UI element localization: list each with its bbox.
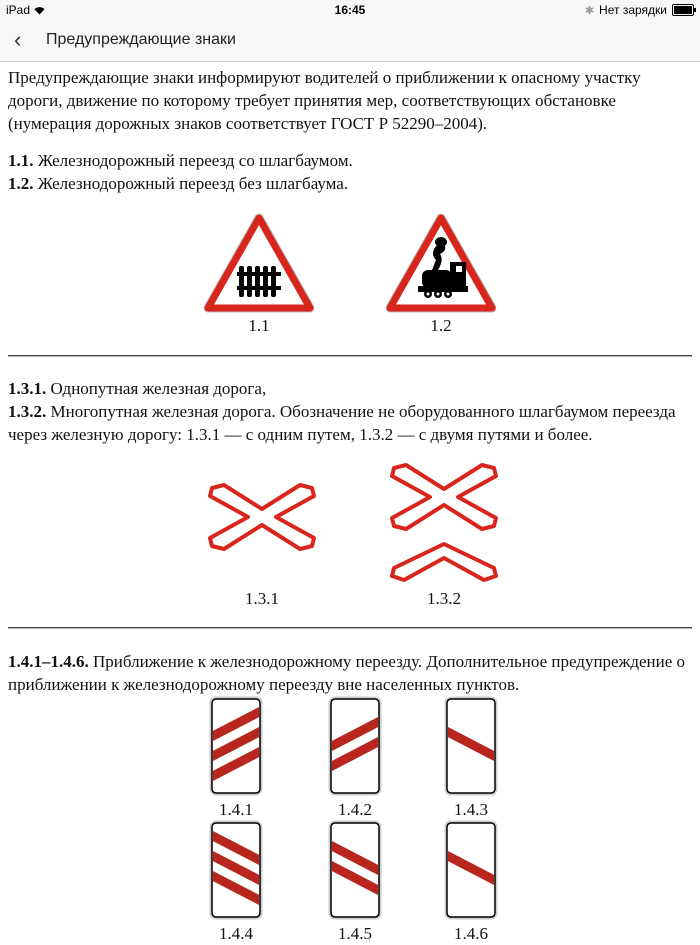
item-number: 1.4.1–1.4.6.	[8, 652, 89, 671]
battery-status: Нет зарядки	[599, 3, 667, 17]
sign-1-4-3-one-stripe-icon	[444, 696, 498, 796]
section-divider	[8, 627, 692, 629]
item-text: Железнодорожный переезд со шлагбаумом.	[33, 151, 353, 170]
caption-1-4-2: 1.4.2	[338, 800, 372, 819]
caption-1-4-1: 1.4.1	[219, 800, 253, 819]
section-3-text	[8, 650, 692, 696]
device-label: iPad	[6, 3, 31, 17]
caption-1-1: 1.1	[248, 316, 270, 335]
battery-icon	[672, 4, 694, 16]
item-1-3-2	[8, 400, 692, 446]
item-number: 1.2.	[8, 174, 34, 193]
item-number: 1.3.2.	[8, 402, 47, 421]
sign-1-3-1-single-track-cross-icon	[204, 482, 320, 552]
caption-1-4-3: 1.4.3	[454, 800, 488, 819]
section-1-text	[8, 149, 353, 195]
caption-1-4-6: 1.4.6	[454, 924, 488, 943]
sign-1-4-5-two-stripes-icon	[328, 820, 382, 920]
item-text: Железнодорожный переезд без шлагбаума.	[33, 174, 349, 193]
sign-1-4-6-one-stripe-icon	[444, 820, 498, 920]
sign-1-1-barrier-crossing-icon	[204, 214, 314, 314]
page-title: Предупреждающие знаки	[46, 31, 236, 48]
sign-1-2-locomotive-icon	[386, 214, 496, 314]
section-2-text	[8, 377, 692, 446]
navigation-bar	[0, 20, 700, 62]
caption-1-4-4: 1.4.4	[219, 924, 253, 943]
item-text: Многопутная железная дорога. Обозначение не оборудованного шлагбаумом переезда через железную дорогу: 1.3.1 — с одним путем, 1.3.2 — с двумя путями и более.	[8, 402, 676, 444]
item-text: Приближение к железнодорожному переезду. Дополнительное предупреждение о приближении к железнодорожному переезду вне населенных пунктов.	[8, 652, 686, 694]
caption-1-4-5: 1.4.5	[338, 924, 372, 943]
sign-1-4-4-three-stripes-icon	[209, 820, 263, 920]
caption-1-2: 1.2	[430, 316, 452, 335]
item-1-1	[8, 149, 353, 172]
sign-1-3-2-multi-track-cross-icon	[386, 462, 502, 582]
intro-paragraph: Предупреждающие знаки информируют водителей о приближении к опасному участку дороги, движение по которому требует принятия мер, соответствующих обстановке (нумерация дорожных знаков соответствует ГОСТ Р 52290–2004).	[8, 68, 641, 133]
bluetooth-icon: ✱	[584, 4, 595, 17]
clock: 16:45	[334, 3, 366, 17]
item-number: 1.1.	[8, 151, 34, 170]
item-number: 1.3.1.	[8, 379, 47, 398]
section-divider	[8, 355, 692, 357]
back-chevron-icon[interactable]: ‹	[14, 27, 22, 52]
sign-1-4-2-two-stripes-icon	[328, 696, 382, 796]
item-text: Однопутная железная дорога,	[46, 379, 267, 398]
item-1-3-1	[8, 377, 692, 400]
caption-1-3-1: 1.3.1	[245, 589, 279, 608]
status-bar	[0, 0, 700, 20]
sign-1-4-1-three-stripes-icon	[209, 696, 263, 796]
item-1-2	[8, 172, 353, 195]
caption-1-3-2: 1.3.2	[427, 589, 461, 608]
